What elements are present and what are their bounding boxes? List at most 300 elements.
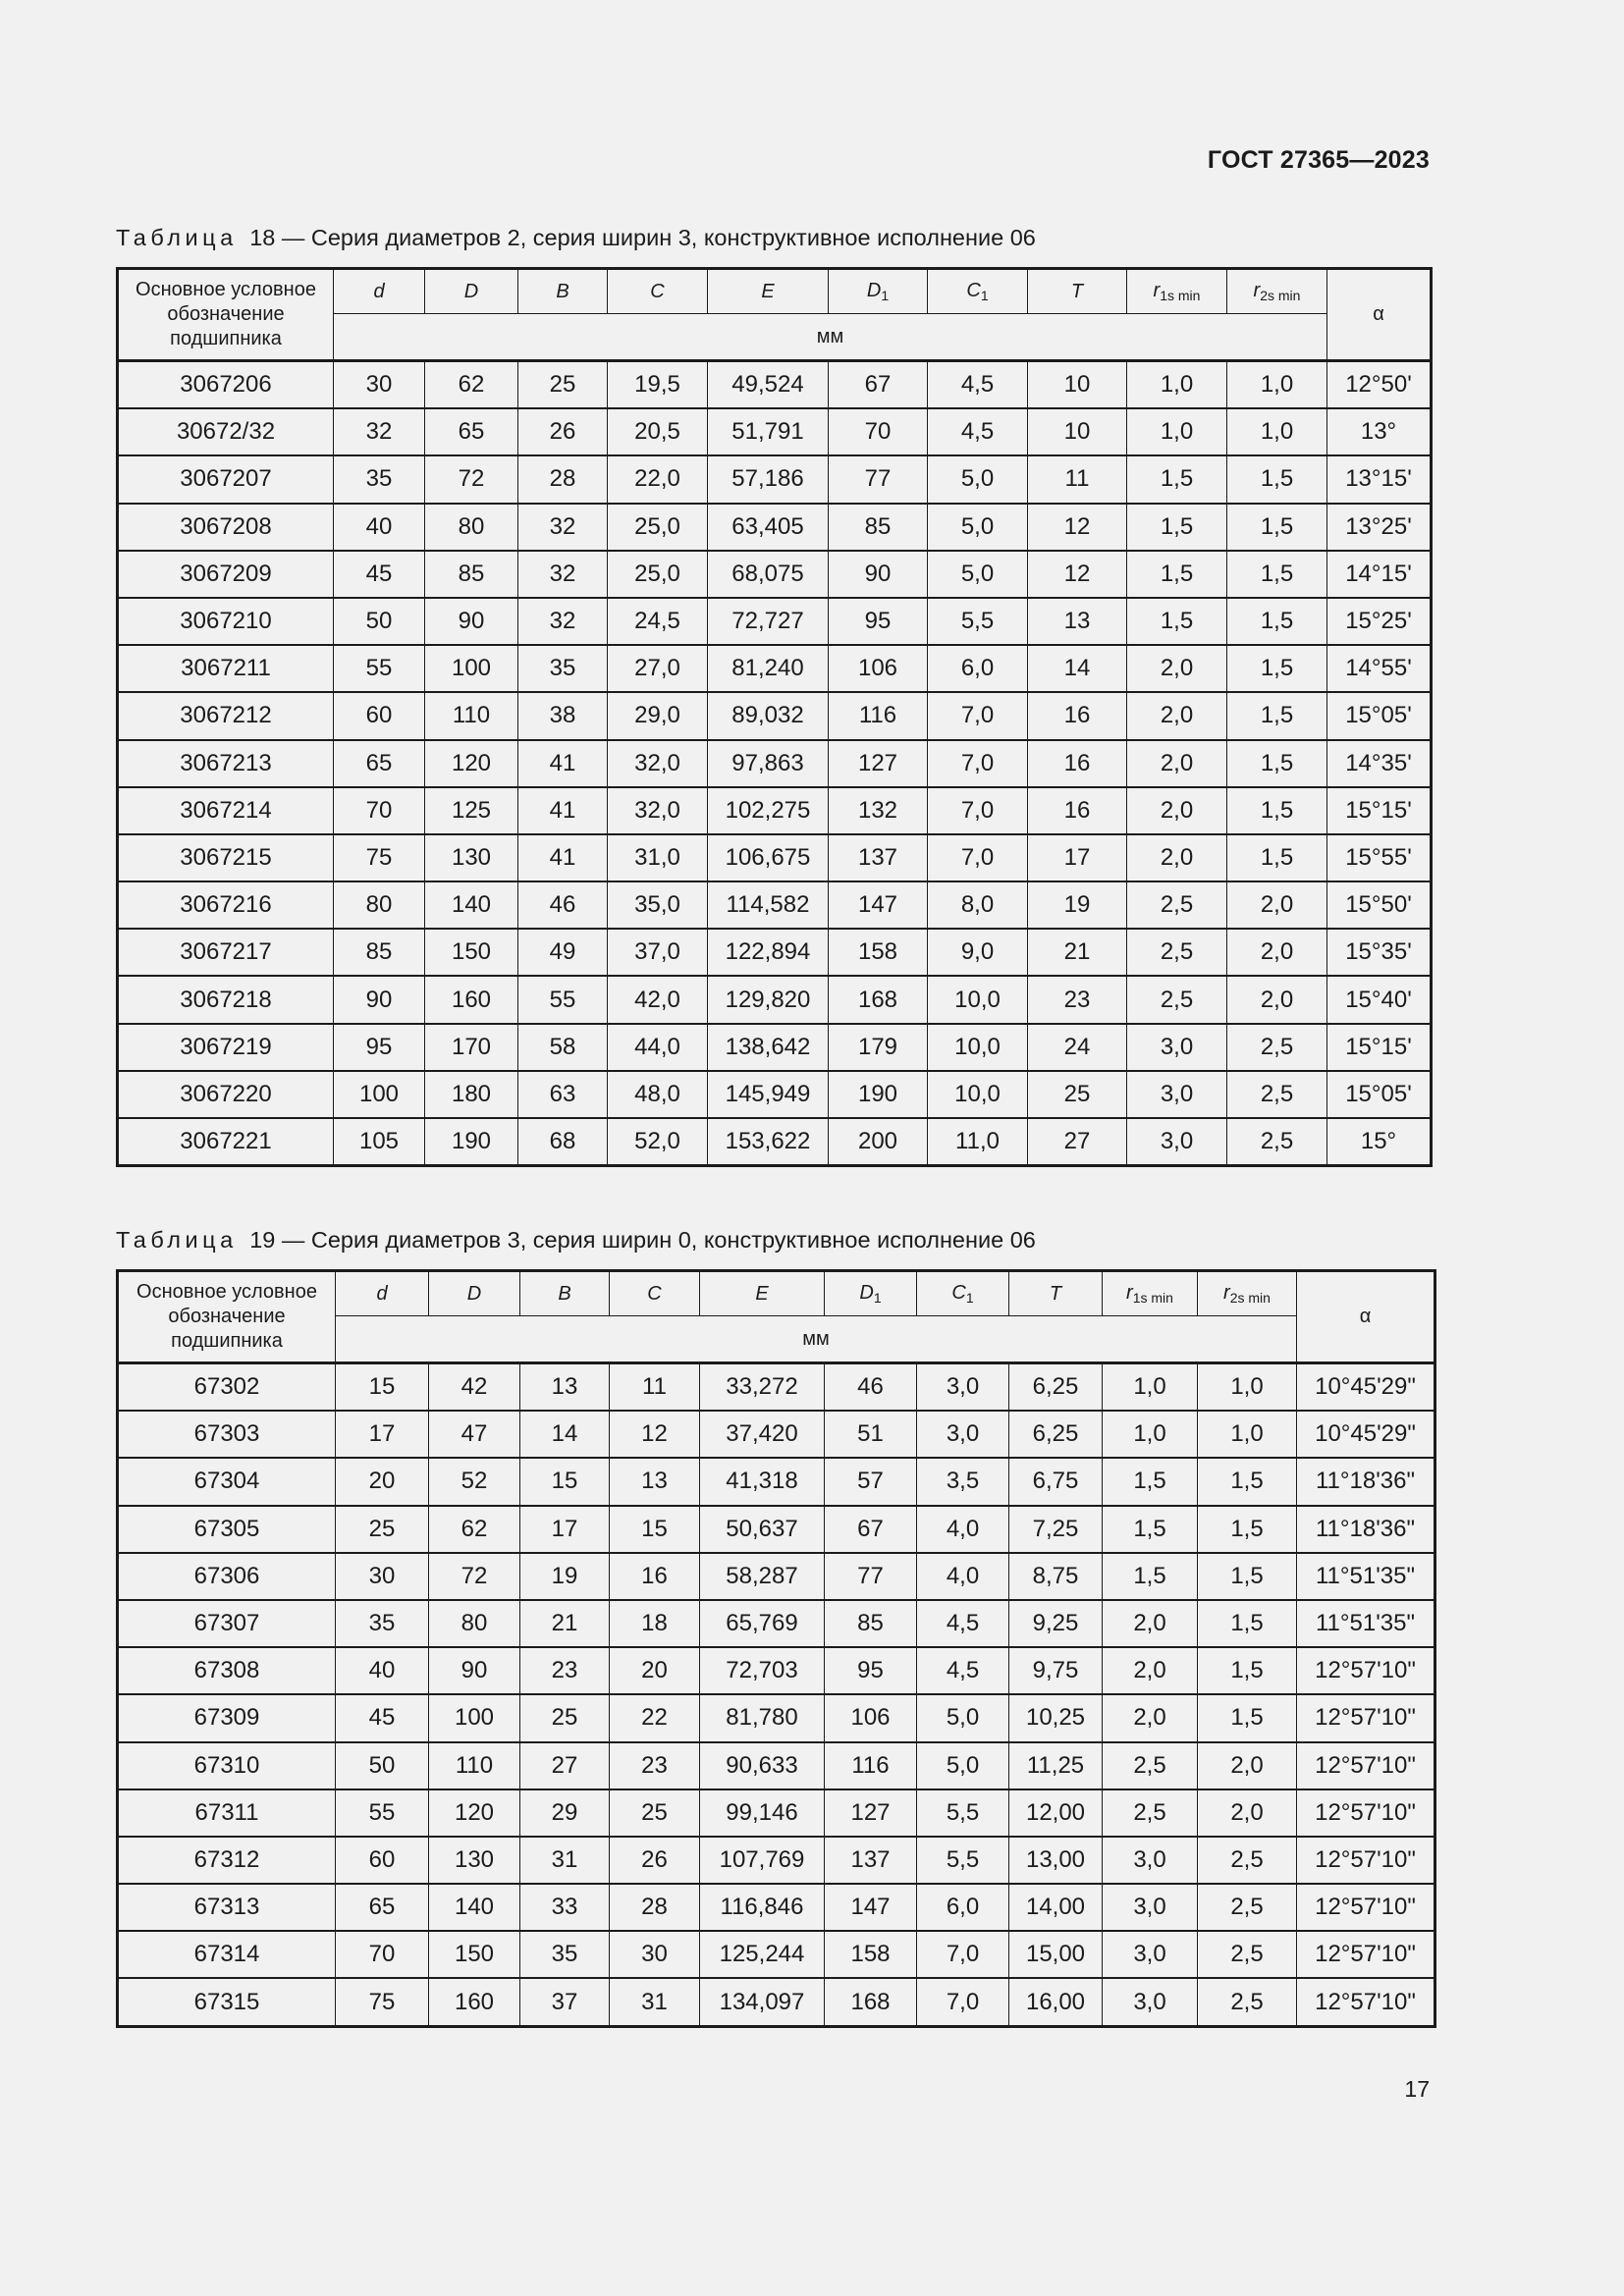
table-cell: 110 [425, 692, 518, 739]
designation-line: подшипника [171, 1330, 283, 1352]
header-d: d [334, 269, 425, 314]
table-cell: 14 [1028, 645, 1127, 692]
table-cell: 85 [425, 551, 518, 598]
table-cell: 17 [1028, 834, 1127, 881]
table-cell: 170 [425, 1024, 518, 1071]
table-cell: 13° [1327, 408, 1432, 455]
designation-cell: 67310 [118, 1742, 336, 1789]
table-cell: 160 [425, 976, 518, 1023]
table-cell: 12°57'10" [1297, 1978, 1435, 2026]
table-cell: 100 [334, 1071, 425, 1118]
designation-cell: 67309 [118, 1694, 336, 1741]
table-cell: 48,0 [608, 1071, 708, 1118]
table-cell: 15 [610, 1506, 700, 1553]
table-cell: 65 [336, 1884, 429, 1931]
table-cell: 25 [336, 1506, 429, 1553]
table-cell: 1,0 [1103, 1411, 1198, 1458]
header-D1: $D_1$ [825, 1271, 917, 1316]
table-row [118, 1837, 1435, 1884]
designation-cell: 3067210 [118, 598, 334, 645]
table-cell: 132 [829, 787, 928, 834]
table-cell: 30 [610, 1931, 700, 1978]
table-row [118, 1931, 1435, 1978]
table-row [118, 1789, 1435, 1837]
table-cell: 70 [829, 408, 928, 455]
table-cell: 6,0 [928, 645, 1028, 692]
table-cell: 180 [425, 1071, 518, 1118]
table-cell: 32,0 [608, 787, 708, 834]
header-C: C [610, 1271, 700, 1316]
table-cell: 2,5 [1127, 929, 1227, 976]
table-cell: 1,5 [1227, 834, 1327, 881]
table-cell: 1,0 [1227, 361, 1327, 409]
table-cell: 1,0 [1103, 1363, 1198, 1412]
table-cell: 49,524 [708, 361, 829, 409]
designation-cell: 67305 [118, 1506, 336, 1553]
header-E: E [708, 269, 829, 314]
designation-cell: 67314 [118, 1931, 336, 1978]
table-cell: 1,0 [1127, 361, 1227, 409]
designation-cell: 67307 [118, 1600, 336, 1647]
designation-cell: 67315 [118, 1978, 336, 2026]
table-cell: 22 [610, 1694, 700, 1741]
table-cell: 25 [518, 361, 608, 409]
table-cell: 116,846 [700, 1884, 825, 1931]
table-cell: 1,5 [1127, 598, 1227, 645]
table-cell: 50 [334, 598, 425, 645]
table-cell: 75 [336, 1978, 429, 2026]
table-cell: 72 [429, 1553, 520, 1600]
table-cell: 7,0 [928, 692, 1028, 739]
table-label: Таблица [116, 225, 238, 250]
table-cell: 8,75 [1009, 1553, 1103, 1600]
table-cell: 89,032 [708, 692, 829, 739]
table-cell: 7,25 [1009, 1506, 1103, 1553]
header-B: B [520, 1271, 610, 1316]
table-cell: 90 [829, 551, 928, 598]
designation-cell: 3067207 [118, 455, 334, 503]
table-cell: 35 [336, 1600, 429, 1647]
header-designation [118, 269, 334, 361]
table-cell: 15°40' [1327, 976, 1432, 1023]
table-cell: 44,0 [608, 1024, 708, 1071]
table-cell: 7,0 [928, 740, 1028, 787]
table-cell: 2,5 [1127, 881, 1227, 929]
table-cell: 33,272 [700, 1363, 825, 1412]
designation-cell: 67303 [118, 1411, 336, 1458]
table-cell: 6,0 [917, 1884, 1009, 1931]
table-cell: 2,0 [1227, 881, 1327, 929]
table-cell: 16 [610, 1553, 700, 1600]
table-cell: 14°35' [1327, 740, 1432, 787]
table-cell: 5,5 [917, 1837, 1009, 1884]
table-cell: 168 [829, 976, 928, 1023]
table-cell: 31 [610, 1978, 700, 2026]
table-cell: 1,5 [1103, 1458, 1198, 1505]
table-cell: 11,25 [1009, 1742, 1103, 1789]
header-unit: мм [336, 1316, 1297, 1363]
table-cell: 15° [1327, 1118, 1432, 1166]
table-row [118, 834, 1432, 881]
table-cell: 35 [334, 455, 425, 503]
table-cell: 1,5 [1198, 1458, 1297, 1505]
table-cell: 46 [518, 881, 608, 929]
table-row [118, 1071, 1432, 1118]
table-cell: 47 [429, 1411, 520, 1458]
table-cell: 7,0 [917, 1931, 1009, 1978]
table-cell: 13 [1028, 598, 1127, 645]
table-row [118, 1363, 1435, 1412]
table-cell: 23 [610, 1742, 700, 1789]
table-cell: 15°15' [1327, 1024, 1432, 1071]
table-cell: 26 [610, 1837, 700, 1884]
header-r2s-min: $r_{2s min}$ [1227, 269, 1327, 314]
table-cell: 15°35' [1327, 929, 1432, 976]
table-cell: 24,5 [608, 598, 708, 645]
table-cell: 2,5 [1198, 1837, 1297, 1884]
table-cell: 16 [1028, 740, 1127, 787]
table-cell: 1,5 [1103, 1553, 1198, 1600]
table-cell: 3,0 [1103, 1837, 1198, 1884]
designation-cell: 3067214 [118, 787, 334, 834]
table-cell: 63,405 [708, 504, 829, 551]
table-cell: 2,0 [1227, 929, 1327, 976]
table-cell: 63 [518, 1071, 608, 1118]
designation-cell: 67306 [118, 1553, 336, 1600]
table-cell: 68,075 [708, 551, 829, 598]
table-cell: 15 [520, 1458, 610, 1505]
designation-cell: 3067206 [118, 361, 334, 409]
designation-line: Основное условное [136, 1281, 317, 1303]
table-cell: 14,00 [1009, 1884, 1103, 1931]
table-cell: 62 [429, 1506, 520, 1553]
table-cell: 4,5 [928, 361, 1028, 409]
header-d: d [336, 1271, 429, 1316]
table-cell: 1,5 [1198, 1600, 1297, 1647]
header-D: D [425, 269, 518, 314]
table-cell: 2,0 [1127, 740, 1227, 787]
table-cell: 46 [825, 1363, 917, 1412]
table-cell: 3,5 [917, 1458, 1009, 1505]
table-cell: 25 [610, 1789, 700, 1837]
table-cell: 45 [334, 551, 425, 598]
table-cell: 5,0 [917, 1742, 1009, 1789]
table-cell: 14°15' [1327, 551, 1432, 598]
table-row [118, 1742, 1435, 1789]
table-cell: 32,0 [608, 740, 708, 787]
designation-line: обозначение [167, 303, 285, 325]
table-cell: 11 [610, 1363, 700, 1412]
table-row [118, 408, 1432, 455]
table-cell: 27,0 [608, 645, 708, 692]
table-cell: 2,0 [1127, 692, 1227, 739]
table-cell: 116 [829, 692, 928, 739]
table-cell: 90 [429, 1647, 520, 1694]
table-cell: 127 [825, 1789, 917, 1837]
table-cell: 10,0 [928, 1071, 1028, 1118]
designation-cell: 30672/32 [118, 408, 334, 455]
table-cell: 26 [518, 408, 608, 455]
header-C: C [608, 269, 708, 314]
table-cell: 16 [1028, 787, 1127, 834]
designation-cell: 3067211 [118, 645, 334, 692]
designation-cell: 67304 [118, 1458, 336, 1505]
table-cell: 70 [336, 1931, 429, 1978]
table-cell: 55 [518, 976, 608, 1023]
table-19 [116, 1269, 1436, 2028]
header-E: E [700, 1271, 825, 1316]
header-unit: мм [334, 314, 1327, 361]
designation-cell: 67312 [118, 1837, 336, 1884]
table-row [118, 1506, 1435, 1553]
table-cell: 90 [425, 598, 518, 645]
table-cell: 153,622 [708, 1118, 829, 1166]
table-cell: 10,0 [928, 1024, 1028, 1071]
designation-cell: 67308 [118, 1647, 336, 1694]
table-cell: 138,642 [708, 1024, 829, 1071]
table-cell: 2,5 [1198, 1884, 1297, 1931]
table-cell: 32 [518, 551, 608, 598]
table-cell: 11°51'35" [1297, 1600, 1435, 1647]
table-cell: 158 [825, 1931, 917, 1978]
table-cell: 12°57'10" [1297, 1931, 1435, 1978]
table-cell: 65 [425, 408, 518, 455]
table-cell: 2,5 [1227, 1071, 1327, 1118]
table-cell: 15°50' [1327, 881, 1432, 929]
table-cell: 2,5 [1227, 1118, 1327, 1166]
table-cell: 3,0 [1103, 1978, 1198, 2026]
table-cell: 13 [610, 1458, 700, 1505]
table-cell: 6,25 [1009, 1363, 1103, 1412]
table-cell: 2,5 [1103, 1789, 1198, 1837]
header-alpha: α [1297, 1271, 1435, 1363]
table-cell: 11°18'36" [1297, 1458, 1435, 1505]
table-cell: 12°50' [1327, 361, 1432, 409]
table-cell: 2,0 [1198, 1789, 1297, 1837]
designation-cell: 3067217 [118, 929, 334, 976]
table-cell: 15°15' [1327, 787, 1432, 834]
table-cell: 5,0 [928, 551, 1028, 598]
table-cell: 80 [334, 881, 425, 929]
table-cell: 4,0 [917, 1553, 1009, 1600]
table-cell: 7,0 [928, 834, 1028, 881]
table-cell: 85 [829, 504, 928, 551]
table-cell: 41 [518, 834, 608, 881]
table-cell: 1,5 [1198, 1694, 1297, 1741]
designation-cell: 67313 [118, 1884, 336, 1931]
table-row [118, 1978, 1435, 2026]
table-cell: 80 [425, 504, 518, 551]
table-cell: 45 [336, 1694, 429, 1741]
table-row [118, 1553, 1435, 1600]
table-cell: 16 [1028, 692, 1127, 739]
table-cell: 140 [429, 1884, 520, 1931]
document-header: ГОСТ 27365—2023 [1207, 146, 1430, 174]
table-cell: 49 [518, 929, 608, 976]
table-row [118, 976, 1432, 1023]
table-cell: 99,146 [700, 1789, 825, 1837]
table-cell: 5,5 [917, 1789, 1009, 1837]
table-cell: 127 [829, 740, 928, 787]
table-cell: 28 [518, 455, 608, 503]
table-cell: 55 [334, 645, 425, 692]
table-cell: 31,0 [608, 834, 708, 881]
table-cell: 15 [336, 1363, 429, 1412]
table-row [118, 551, 1432, 598]
table-cell: 125 [425, 787, 518, 834]
table-cell: 1,5 [1127, 551, 1227, 598]
table-cell: 9,75 [1009, 1647, 1103, 1694]
designation-cell: 3067208 [118, 504, 334, 551]
table-cell: 5,0 [928, 455, 1028, 503]
table-cell: 12°57'10" [1297, 1789, 1435, 1837]
table-cell: 168 [825, 1978, 917, 2026]
table-cell: 72 [425, 455, 518, 503]
table-cell: 52 [429, 1458, 520, 1505]
table-cell: 42,0 [608, 976, 708, 1023]
table-cell: 102,275 [708, 787, 829, 834]
table-cell: 33 [520, 1884, 610, 1931]
table-cell: 7,0 [928, 787, 1028, 834]
table-cell: 7,0 [917, 1978, 1009, 2026]
table-cell: 40 [334, 504, 425, 551]
table-cell: 150 [425, 929, 518, 976]
table-row [118, 361, 1432, 409]
header-r1s-min: $r_{1s min}$ [1127, 269, 1227, 314]
table-cell: 120 [429, 1789, 520, 1837]
table-cell: 3,0 [1103, 1931, 1198, 1978]
table-caption-text: 18 — Серия диаметров 2, серия ширин 3, конструктивное исполнение 06 [249, 225, 1036, 250]
table-cell: 65,769 [700, 1600, 825, 1647]
designation-cell: 3067215 [118, 834, 334, 881]
table-cell: 57,186 [708, 455, 829, 503]
table-cell: 6,25 [1009, 1411, 1103, 1458]
header-r2s-min: $r_{2s min}$ [1198, 1271, 1297, 1316]
table-18-caption [116, 225, 1036, 251]
table-row [118, 1411, 1435, 1458]
table-cell: 1,5 [1103, 1506, 1198, 1553]
table-cell: 8,0 [928, 881, 1028, 929]
table-cell: 1,5 [1227, 645, 1327, 692]
table-cell: 17 [336, 1411, 429, 1458]
table-cell: 147 [825, 1884, 917, 1931]
table-cell: 11°51'35" [1297, 1553, 1435, 1600]
table-cell: 20,5 [608, 408, 708, 455]
table-cell: 97,863 [708, 740, 829, 787]
table-cell: 105 [334, 1118, 425, 1166]
designation-cell: 3067209 [118, 551, 334, 598]
table-cell: 3,0 [917, 1411, 1009, 1458]
header-designation [118, 1271, 336, 1363]
table-cell: 10°45'29" [1297, 1411, 1435, 1458]
table-cell: 81,240 [708, 645, 829, 692]
table-cell: 106,675 [708, 834, 829, 881]
table-cell: 25 [520, 1694, 610, 1741]
table-cell: 12°57'10" [1297, 1884, 1435, 1931]
designation-cell: 3067220 [118, 1071, 334, 1118]
table-cell: 13,00 [1009, 1837, 1103, 1884]
table-cell: 19 [1028, 881, 1127, 929]
table-cell: 77 [825, 1553, 917, 1600]
header-T: T [1028, 269, 1127, 314]
table-cell: 58 [518, 1024, 608, 1071]
table-cell: 85 [334, 929, 425, 976]
table-cell: 116 [825, 1742, 917, 1789]
table-cell: 2,0 [1103, 1647, 1198, 1694]
table-cell: 41,318 [700, 1458, 825, 1505]
table-cell: 4,5 [917, 1600, 1009, 1647]
designation-cell: 67311 [118, 1789, 336, 1837]
table-cell: 21 [520, 1600, 610, 1647]
table-cell: 37,0 [608, 929, 708, 976]
table-row [118, 929, 1432, 976]
table-cell: 85 [825, 1600, 917, 1647]
table-cell: 5,0 [928, 504, 1028, 551]
table-row [118, 1024, 1432, 1071]
table-cell: 2,0 [1227, 976, 1327, 1023]
page-number: 17 [1404, 2076, 1430, 2102]
table-cell: 3,0 [1127, 1024, 1227, 1071]
table-row [118, 787, 1432, 834]
table-cell: 20 [610, 1647, 700, 1694]
table-cell: 12°57'10" [1297, 1647, 1435, 1694]
table-cell: 13 [520, 1363, 610, 1412]
table-cell: 1,0 [1198, 1363, 1297, 1412]
table-cell: 12°57'10" [1297, 1837, 1435, 1884]
table-cell: 25 [1028, 1071, 1127, 1118]
table-cell: 32 [518, 598, 608, 645]
table-row [118, 1694, 1435, 1741]
table-cell: 2,5 [1198, 1978, 1297, 2026]
table-cell: 3,0 [1103, 1884, 1198, 1931]
table-cell: 1,5 [1227, 455, 1327, 503]
table-cell: 110 [429, 1742, 520, 1789]
table-cell: 57 [825, 1458, 917, 1505]
table-cell: 130 [429, 1837, 520, 1884]
designation-cell: 3067213 [118, 740, 334, 787]
table-cell: 25,0 [608, 551, 708, 598]
table-cell: 13°25' [1327, 504, 1432, 551]
table-cell: 35 [520, 1931, 610, 1978]
table-row [118, 1458, 1435, 1505]
table-cell: 16,00 [1009, 1978, 1103, 2026]
table-cell: 50 [336, 1742, 429, 1789]
table-18 [116, 267, 1433, 1167]
table-cell: 1,5 [1127, 504, 1227, 551]
table-cell: 11 [1028, 455, 1127, 503]
table-cell: 1,5 [1227, 740, 1327, 787]
table-cell: 12,00 [1009, 1789, 1103, 1837]
table-cell: 22,0 [608, 455, 708, 503]
table-cell: 100 [429, 1694, 520, 1741]
header-alpha: α [1327, 269, 1432, 361]
table-cell: 1,5 [1198, 1647, 1297, 1694]
table-cell: 100 [425, 645, 518, 692]
table-cell: 40 [336, 1647, 429, 1694]
table-cell: 106 [829, 645, 928, 692]
table-cell: 106 [825, 1694, 917, 1741]
table-cell: 62 [425, 361, 518, 409]
table-cell: 20 [336, 1458, 429, 1505]
table-cell: 12°57'10" [1297, 1742, 1435, 1789]
table-cell: 29 [520, 1789, 610, 1837]
table-cell: 51,791 [708, 408, 829, 455]
header-T: T [1009, 1271, 1103, 1316]
table-cell: 1,5 [1227, 598, 1327, 645]
table-cell: 1,5 [1198, 1553, 1297, 1600]
table-cell: 2,0 [1127, 787, 1227, 834]
table-cell: 19 [520, 1553, 610, 1600]
